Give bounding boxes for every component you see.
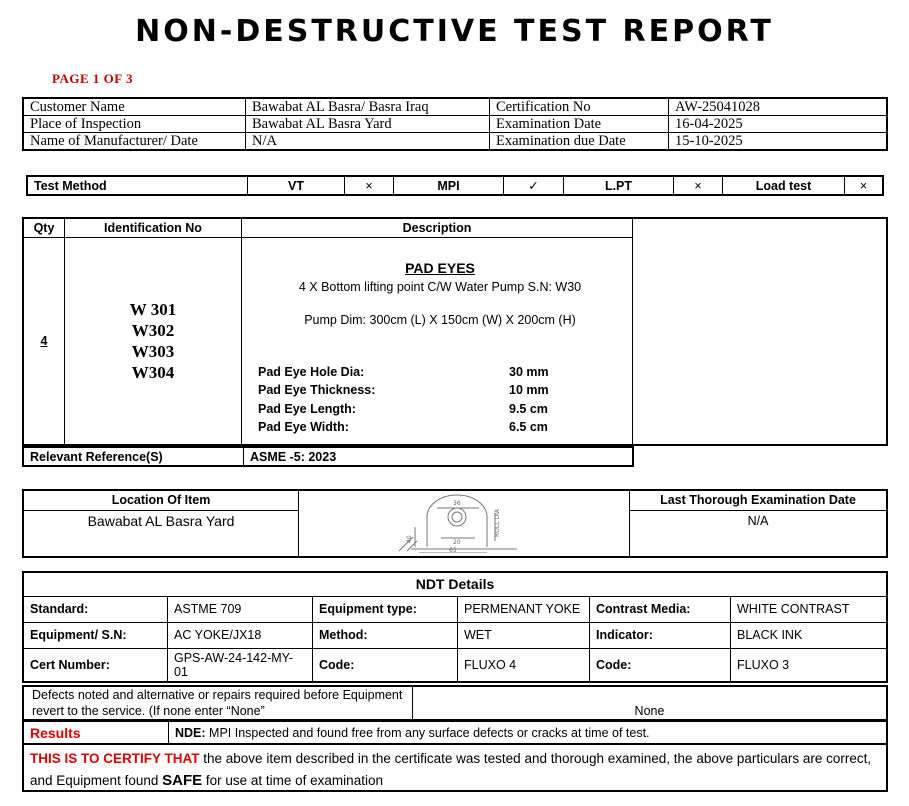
desc-line2: Pump Dim: 300cm (L) X 150cm (W) X 200cm (H) (304, 312, 576, 327)
due-date-value: 15-10-2025 (669, 133, 888, 151)
results-table (22, 720, 888, 745)
certify-lead: THIS IS TO CERTIFY THAT (30, 751, 200, 766)
ndt-value: ASTME 709 (168, 596, 313, 622)
method-vt: VT (248, 176, 345, 195)
ndt-label: Code: (590, 648, 731, 682)
drawing-label-bottom: 65 (449, 547, 457, 553)
header-table (22, 97, 888, 151)
ndt-value: AC YOKE/JX18 (168, 622, 313, 648)
reference-label: Relevant Reference(S) (23, 447, 244, 466)
location-label: Location Of Item (23, 490, 299, 510)
method-lpt: L.PT (564, 176, 674, 195)
nde-result (169, 721, 888, 744)
ndt-value: PERMENANT YOKE (458, 596, 590, 622)
ndt-label: Indicator: (590, 622, 731, 648)
nde-label: NDE: (175, 725, 206, 740)
desc-title: PAD EYES (405, 259, 475, 276)
test-method-label: Test Method (27, 176, 248, 195)
spec-row: Pad Eye Hole Dia: 30 mm (258, 364, 549, 379)
spec-row: Pad Eye Width: 6.5 cm (258, 420, 548, 434)
desc-header: Description (242, 218, 633, 237)
ndt-label: Equipment type: (313, 596, 458, 622)
cert-value: AW-25041028 (669, 98, 888, 116)
location-table (22, 489, 888, 558)
customer-value: Bawabat AL Basra/ Basra Iraq (246, 98, 490, 116)
last-exam-value: N/A (630, 510, 888, 557)
description-cell (242, 237, 633, 445)
ndt-value: FLUXO 4 (458, 648, 590, 682)
manufacturer-value: N/A (246, 133, 490, 151)
ndt-label: Cert Number: (23, 648, 168, 682)
ndt-value: WET (458, 622, 590, 648)
id-item: W302 (131, 320, 175, 340)
drawing-label-top: 36 (453, 500, 461, 507)
defects-table (22, 685, 888, 721)
ndt-label: Code: (313, 648, 458, 682)
qty-value: 4 (23, 237, 65, 445)
customer-label: Customer Name (23, 98, 246, 116)
method-load-mark: × (845, 176, 884, 195)
pad-eye-drawing (299, 490, 630, 557)
cert-label: Certification No (490, 98, 669, 116)
pad-eye-drawing-icon (299, 491, 629, 553)
certify-safe: SAFE (162, 772, 203, 789)
spec-list (258, 363, 622, 437)
item-table (22, 217, 888, 446)
id-item: W304 (131, 362, 175, 382)
ndt-label: Standard: (23, 596, 168, 622)
nde-text: MPI Inspected and found free from any surface defects or cracks at time of test. (209, 725, 650, 740)
method-load: Load test (723, 176, 845, 195)
ndt-value: FLUXO 3 (731, 648, 888, 682)
due-date-label: Examination due Date (490, 133, 669, 151)
report-title: NON-DESTRUCTIVE TEST REPORT (135, 14, 774, 49)
method-lpt-mark: × (674, 176, 723, 195)
method-mpi-mark: ✓ (504, 176, 564, 195)
exam-date-label: Examination Date (490, 116, 669, 133)
id-item: W303 (131, 341, 175, 361)
reference-value: ASME -5: 2023 (244, 447, 634, 466)
desc-line1: 4 X Bottom lifting point C/W Water Pump S.N: W30 (298, 279, 582, 294)
ndt-value: GPS-AW-24-142-MY-01 (168, 648, 313, 682)
ndt-title: NDT Details (23, 572, 887, 596)
id-item: W 301 (129, 299, 177, 319)
results-label: Results (23, 721, 169, 744)
manufacturer-label: Name of Manufacturer/ Date (23, 133, 246, 151)
drawing-label-mid: 20 (453, 539, 461, 546)
blank-area (633, 218, 888, 445)
place-value: Bawabat AL Basra Yard (246, 116, 490, 133)
spec-row: Pad Eye Length: 9.5 cm (258, 401, 548, 416)
ndt-value: WHITE CONTRAST (731, 596, 888, 622)
certify-text1: the above item described in the certificate was tested and thorough examined, the above particulars are correct, and Equipment found (30, 751, 872, 788)
location-value: Bawabat AL Basra Yard (23, 510, 299, 557)
ndt-label: Equipment/ S.N: (23, 622, 168, 648)
reference-table (22, 446, 634, 467)
ndt-label: Method: (313, 622, 458, 648)
method-vt-mark: × (345, 176, 394, 195)
defects-text: Defects noted and alternative or repairs required before Equipment revert to the service. (If none enter “None” (23, 686, 413, 720)
id-header: Identification No (65, 218, 242, 237)
certify-text2: for use at time of examination (202, 773, 383, 788)
exam-date-value: 16-04-2025 (669, 116, 888, 133)
method-mpi: MPI (394, 176, 504, 195)
spec-row: Pad Eye Thickness: 10 mm (258, 383, 549, 397)
page-indicator: PAGE 1 OF 3 (52, 71, 133, 86)
test-method-table (26, 175, 884, 196)
last-exam-label: Last Thorough Examination Date (630, 490, 888, 510)
place-label: Place of Inspection (23, 116, 246, 133)
qty-header: Qty (23, 218, 65, 237)
drawing-label-left: 40 (406, 535, 413, 543)
ndt-value: BLACK INK (731, 622, 888, 648)
defects-value: None (413, 686, 888, 720)
certification-statement (22, 744, 888, 792)
identification-list (65, 237, 242, 445)
ndt-label: Contrast Media: (590, 596, 731, 622)
drawing-label-side: ROLL DIA (494, 509, 501, 537)
ndt-table (22, 571, 888, 683)
